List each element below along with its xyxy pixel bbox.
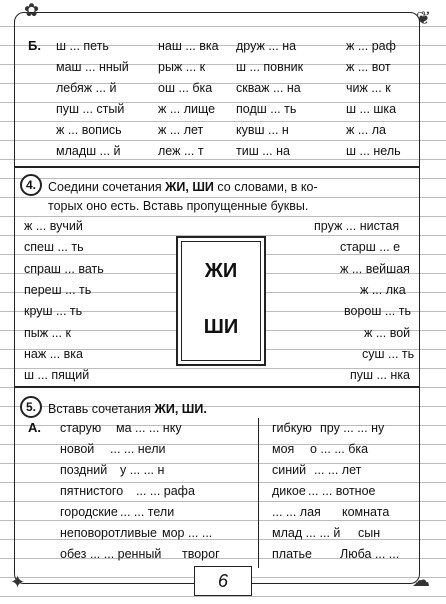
phrase-word: старую (60, 421, 102, 435)
exercise-word: кувш ... н (236, 123, 289, 137)
task4-combo2: ШИ (192, 180, 214, 194)
apple-icon: ❦ (416, 8, 432, 28)
exercise-word: ш ... повник (236, 60, 304, 74)
exercise-word: подш ... ть (236, 102, 297, 116)
combo-box-shi: ШИ (203, 316, 239, 338)
phrase-word: дикое (272, 484, 306, 498)
right-word: суш ... ть (362, 346, 415, 361)
phrase-word: платье (272, 547, 312, 561)
right-word: ворош ... ть (344, 304, 411, 319)
phrase-word: синий (272, 463, 307, 477)
right-word: ж ... лка (360, 282, 406, 297)
phrase-blank: ... ... тели (120, 505, 175, 519)
phrase-blank: ... ... вотное (308, 484, 376, 498)
candy-icon: ✦ (10, 572, 26, 592)
phrase-blank: ... ... нели (110, 442, 166, 456)
page-number: 6 (194, 566, 252, 596)
task4-instruction-line1 (48, 180, 318, 194)
task5-instruction (48, 402, 207, 416)
exercise-word: ж ... лет (158, 123, 204, 137)
left-word: спеш ... ть (24, 240, 84, 255)
task5-column-divider (258, 418, 259, 568)
exercise-word: леж ... т (158, 144, 204, 158)
exercise-word: младш ... й (56, 144, 121, 158)
task5-label: А. (28, 420, 41, 435)
phrase-blank: ... ... рафа (136, 484, 195, 498)
ladybug-icon: ✿ (24, 0, 40, 20)
phrase-word: поздний (60, 463, 108, 477)
task5-combos: ЖИ, ШИ. (154, 402, 207, 416)
cloud-icon: ☁ (412, 570, 430, 590)
phrase-blank: сын (358, 526, 381, 540)
phrase-word: моя (272, 442, 295, 456)
exercise-word: ш ... нель (346, 144, 401, 158)
right-word: пруж ... нистая (314, 219, 400, 233)
phrase-word: гибкую (272, 421, 312, 435)
section-b-label: Б. (28, 38, 41, 53)
task5-instruction-prefix: Вставь сочетания (48, 402, 152, 416)
combo-box (176, 236, 266, 366)
combo-box-zhi: ЖИ (204, 260, 238, 282)
left-word: круш ... ть (24, 304, 83, 319)
right-word: старш ... е (340, 240, 401, 255)
task4-combo1: ЖИ, (165, 180, 189, 194)
exercise-word: ш ... петь (56, 39, 109, 53)
left-word: пыж ... к (24, 325, 71, 340)
left-word: спраш ... вать (24, 261, 104, 276)
phrase-blank: ма ... ... нку (116, 421, 182, 435)
phrase-word: городские (60, 505, 118, 519)
phrase-blank: у ... ... н (120, 463, 165, 477)
divider-bottom (14, 386, 419, 388)
exercise-word: рыж ... к (158, 60, 206, 74)
phrase-blank: творог (182, 547, 220, 561)
exercise-word: ш ... шка (346, 102, 397, 116)
phrase-word: ... ... лая (272, 505, 321, 519)
exercise-word: друж ... на (236, 39, 297, 53)
phrase-blank: мор ... ... (162, 526, 213, 540)
task4-instruction-prefix: Соедини сочетания (48, 180, 162, 194)
exercise-word: ж ... раф (346, 39, 396, 53)
left-word: ж ... вучий (24, 219, 83, 233)
task5-number: 5. (20, 396, 42, 418)
exercise-word: скваж ... на (236, 81, 301, 95)
exercise-word: ж ... лище (158, 102, 216, 116)
right-word: пуш ... нка (350, 368, 411, 383)
phrase-word: млад ... ... й (272, 526, 341, 540)
phrase-word: неповоротливые (60, 526, 157, 540)
right-word: ж ... вейшая (340, 261, 410, 276)
exercise-word: ж ... вопись (56, 123, 122, 137)
phrase-word: обез ... ... ренный (60, 547, 162, 561)
phrase-blank: комната (342, 505, 390, 519)
task4-instruction-line2: торых оно есть. Вставь пропущенные буквы. (48, 199, 309, 213)
phrase-blank: Люба ... ... (340, 547, 400, 561)
exercise-word: ош ... бка (158, 81, 213, 95)
phrase-word: новой (60, 442, 95, 456)
exercise-word: маш ... нный (56, 60, 129, 74)
exercise-word: пуш ... стый (56, 102, 125, 116)
task4-number: 4. (20, 174, 42, 196)
phrase-word: пятнистого (60, 484, 124, 498)
left-word: наж ... вка (24, 346, 83, 361)
divider-top (14, 166, 419, 168)
right-word: ж ... вой (364, 325, 411, 340)
phrase-blank: ... ... лет (314, 463, 362, 477)
exercise-word: тиш ... на (236, 144, 290, 158)
task4-instruction-suffix: со словами, в ко- (217, 180, 318, 194)
exercise-word: ж ... вот (346, 60, 391, 74)
exercise-word: лебяж ... й (56, 81, 117, 95)
phrase-blank: о ... ... бка (310, 442, 369, 456)
phrase-blank: пру ... ... ну (320, 421, 385, 435)
left-word: переш ... ть (24, 282, 92, 297)
left-word: ш ... пящий (24, 368, 90, 383)
exercise-word: наш ... вка (158, 39, 219, 53)
exercise-word: чиж ... к (346, 81, 391, 95)
exercise-word: ж ... ла (346, 123, 386, 137)
